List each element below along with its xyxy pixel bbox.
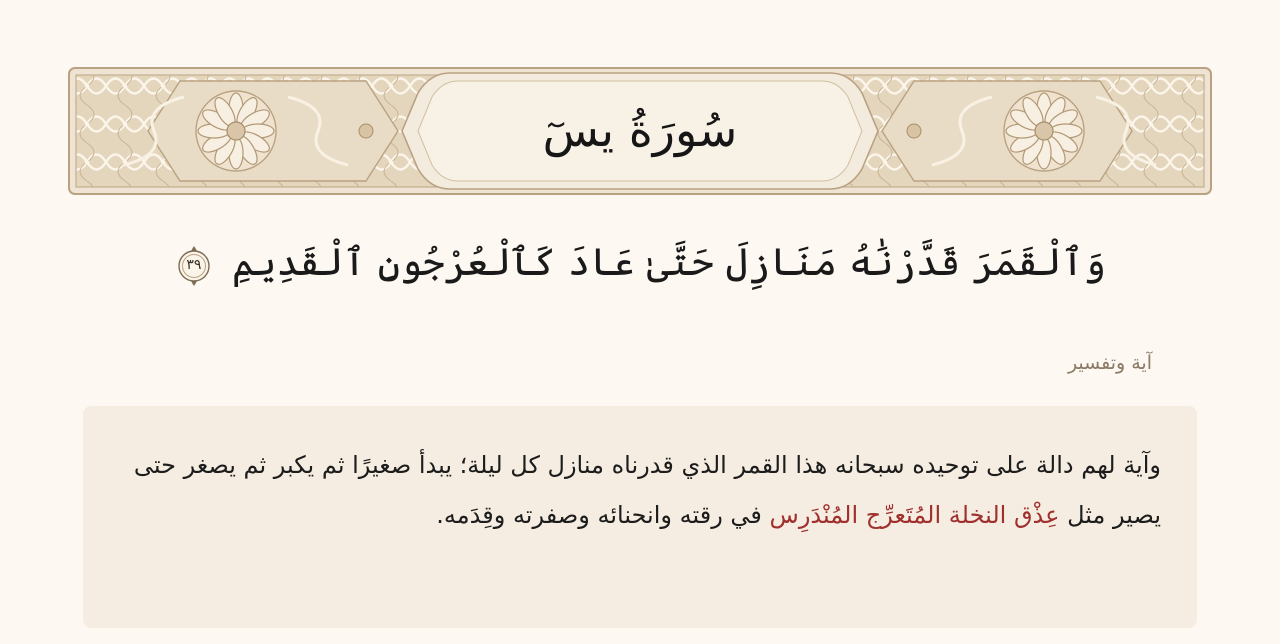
section-label: آية وتفسير	[1067, 352, 1152, 374]
ayah-line	[150, 220, 1130, 304]
tafsir-card	[83, 406, 1197, 628]
tafsir-paragraph	[119, 440, 1161, 540]
ayah-number-marker	[174, 242, 214, 290]
tafsir-text-before: وآية لهم دالة على توحيده سبحانه هذا القمر الذي قدرناه منازل كل ليلة؛ يبدأ صغيرًا ثم يكبر ثم يصغر حتى يصير مثل	[133, 451, 1161, 529]
tafsir-text-after: في رقته وانحنائه وصفرته وقِدَمه.	[436, 501, 770, 529]
ayah-number: ٣٩	[186, 256, 202, 273]
tafsir-highlighted-phrase[interactable]: عِذْق النخلة المُتَعرِّج المُنْدَرِس	[769, 501, 1060, 529]
surah-header-banner	[68, 67, 1212, 195]
surah-title: سُورَةُ يسٓ	[542, 103, 738, 157]
ayah-text: وَٱلْقَمَرَ قَدَّرْنَٰهُ مَنَازِلَ حَتَّىٰ عَادَ كَٱلْعُرْجُونِ ٱلْقَدِيمِ	[232, 240, 1107, 284]
